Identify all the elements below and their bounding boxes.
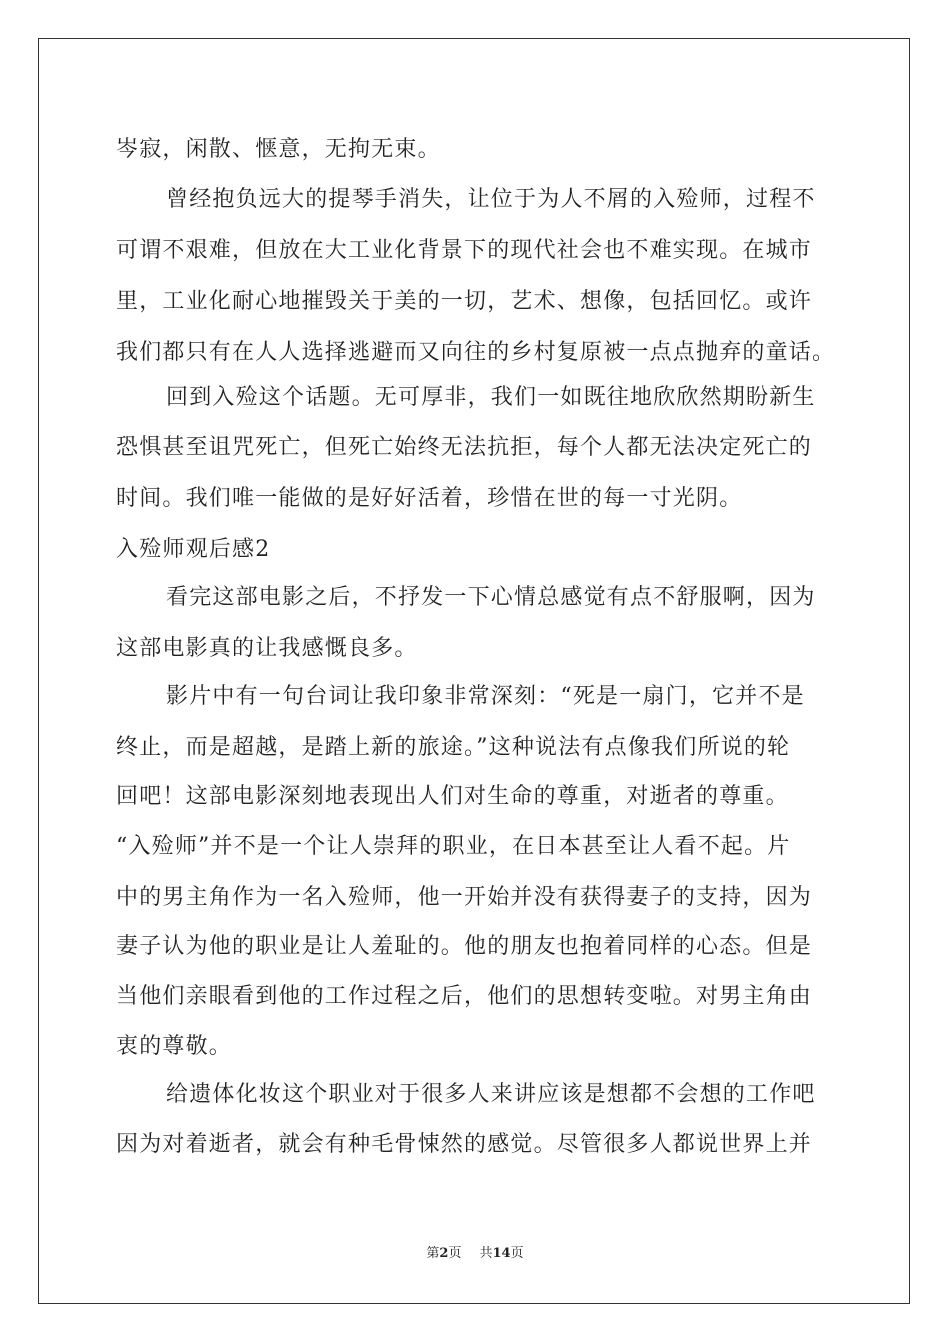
- text-line: 可谓不艰难，但放在大工业化背景下的现代社会也不难实现。在城市: [116, 238, 813, 263]
- page-border: [38, 38, 910, 1304]
- footer-page-prefix: 第: [426, 1246, 440, 1261]
- paragraph-start-line: 影片中有一句台词让我印象非常深刻：“死是一扇门，它并不是: [166, 684, 805, 709]
- text-line: 当他们亲眼看到他的工作过程之后，他们的思想转变啦。对男主角由: [116, 984, 813, 1009]
- total-pages-number: 14: [492, 1246, 511, 1261]
- text-line: 终止，而是超越，是踏上新的旅途。”这种说法有点像我们所说的轮: [116, 735, 791, 760]
- text-line: 妻子认为他的职业是让人羞耻的。他的朋友也抱着同样的心态。但是: [116, 934, 813, 959]
- paragraph-start-line: 回到入殓这个话题。无可厚非，我们一如既往地欣欣然期盼新生: [166, 385, 816, 410]
- current-page-number: 2: [439, 1246, 449, 1261]
- text-line: 衷的尊敬。: [116, 1034, 233, 1059]
- paragraph-start-line: 看完这部电影之后，不抒发一下心情总感觉有点不舒服啊，因为: [166, 585, 816, 610]
- text-line: 回吧！这部电影深刻地表现出人们对生命的尊重，对逝者的尊重。: [116, 784, 789, 809]
- text-line: 恐惧甚至诅咒死亡，但死亡始终无法抗拒，每个人都无法决定死亡的: [116, 435, 813, 460]
- text-line: 中的男主角作为一名入殓师，他一开始并没有获得妻子的支持，因为: [116, 885, 813, 910]
- text-line: 我们都只有在人人选择逃避而又向往的乡村复原被一点点抛弃的童话。: [116, 340, 836, 365]
- page-footer: [0, 1245, 950, 1263]
- text-line: 因为对着逝者，就会有种毛骨悚然的感觉。尽管很多人都说世界上并: [116, 1132, 813, 1157]
- footer-total-prefix: 共: [479, 1246, 493, 1261]
- text-line: 里，工业化耐心地摧毁关于美的一切，艺术、想像，包括回忆。或许: [116, 289, 813, 314]
- text-line: 岑寂，闲散、惬意，无拘无束。: [116, 137, 441, 162]
- paragraph-start-line: 曾经抱负远大的提琴手消失，让位于为人不屑的入殓师，过程不: [166, 187, 816, 212]
- footer-page-suffix: 页: [448, 1246, 462, 1261]
- text-line: 这部电影真的让我感慨良多。: [116, 636, 418, 661]
- footer-total-suffix: 页: [510, 1246, 524, 1261]
- text-line: 时间。我们唯一能做的是好好活着，珍惜在世的每一寸光阴。: [116, 486, 743, 511]
- paragraph-start-line: 给遗体化妆这个职业对于很多人来讲应该是想都不会想的工作吧: [166, 1082, 816, 1107]
- text-line: “入殓师”并不是一个让人崇拜的职业，在日本甚至让人看不起。片: [116, 834, 791, 859]
- section-heading: 入殓师观后感2: [116, 537, 271, 562]
